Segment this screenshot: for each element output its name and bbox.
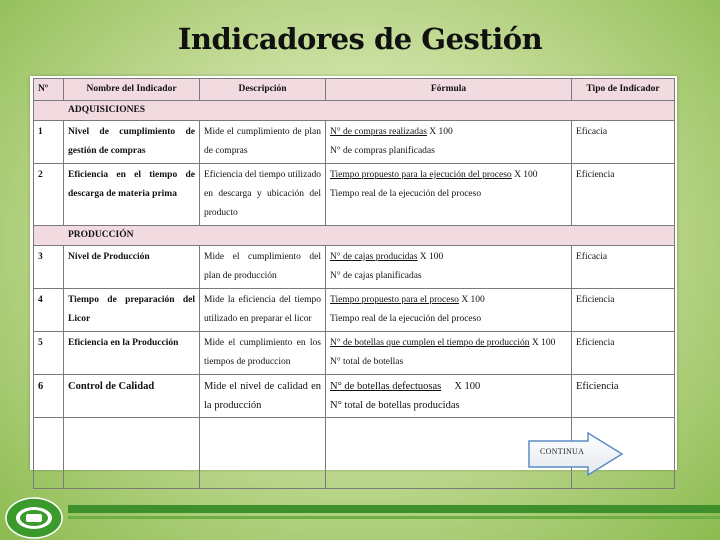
indicator-name: Tiempo de preparación del Licor (64, 289, 200, 332)
formula-denominator: N° total de botellas producidas (330, 400, 460, 411)
formula-numerator: Tiempo propuesto para el proceso (330, 295, 459, 305)
formula-numerator: Tiempo propuesto para la ejecución del proceso (330, 170, 512, 180)
formula-numerator: N° de botellas defectuosas (330, 381, 442, 392)
indicator-formula (326, 164, 572, 226)
indicators-table-card (30, 76, 677, 470)
section-row-produccion (34, 226, 675, 246)
indicator-formula (326, 289, 572, 332)
row-number: 1 (34, 121, 64, 164)
formula-factor: X 100 (461, 295, 485, 305)
formula-factor: X 100 (514, 170, 538, 180)
header-indicator-name: Nombre del Indicador (64, 79, 200, 101)
row-number: 3 (34, 246, 64, 289)
table-row (34, 289, 675, 332)
header-number: Nº (34, 79, 64, 101)
footer-bar-thin (68, 516, 720, 519)
indicator-type: Eficiencia (572, 332, 675, 375)
formula-denominator: Tiempo real de la ejecución del proceso (330, 314, 482, 324)
formula-factor: X 100 (419, 252, 444, 262)
indicator-description: Mide el cumplimiento de plan de compras (200, 121, 326, 164)
slide-title: Indicadores de Gestión (177, 22, 543, 56)
indicator-description: Mide el cumplimiento en los tiempos de produccion (200, 332, 326, 375)
indicators-table (33, 78, 675, 489)
formula-denominator: N° de cajas planificadas (330, 271, 422, 281)
row-number: 2 (34, 164, 64, 226)
header-description: Descripción (200, 79, 326, 101)
indicator-name: Nivel de Producción (64, 246, 200, 289)
indicator-description: Mide el cumplimiento del plan de producción (200, 246, 326, 289)
indicator-formula (326, 121, 572, 164)
row-number: 5 (34, 332, 64, 375)
formula-numerator: N° de compras realizadas (330, 127, 427, 137)
header-indicator-type: Tipo de Indicador (572, 79, 675, 101)
table-row (34, 332, 675, 375)
table-row (34, 246, 675, 289)
indicator-type: Eficiencia (572, 375, 675, 418)
formula-factor: X 100 (531, 338, 556, 348)
continue-label: CONTINUA (540, 447, 585, 456)
indicator-name: Eficiencia en la Producción (64, 332, 200, 375)
empty-cell (64, 418, 200, 489)
formula-factor: X 100 (429, 127, 453, 137)
indicator-type: Eficacia (572, 121, 675, 164)
formula-denominator: Tiempo real de la ejecución del proceso (330, 189, 482, 199)
header-formula: Fórmula (326, 79, 572, 101)
empty-cell (34, 418, 64, 489)
row-number: 6 (34, 375, 64, 418)
formula-numerator: N° de cajas producidas (330, 252, 418, 262)
institution-logo (4, 496, 64, 540)
indicator-formula (326, 246, 572, 289)
section-label: ADQUISICIONES (34, 101, 675, 121)
indicator-name: Control de Calidad (64, 375, 200, 418)
indicator-description: Mide el nivel de calidad en la producción (200, 375, 326, 418)
indicator-type: Eficiencia (572, 289, 675, 332)
formula-denominator: N° de compras planificadas (330, 146, 435, 156)
formula-denominator: N° total de botellas (330, 357, 404, 367)
table-row (34, 121, 675, 164)
indicator-type: Eficiencia (572, 164, 675, 226)
indicator-name: Nivel de cumplimiento de gestión de compras (64, 121, 200, 164)
row-number: 4 (34, 289, 64, 332)
formula-factor: X 100 (454, 381, 481, 392)
section-label: PRODUCCIÓN (34, 226, 675, 246)
footer-bar (68, 505, 720, 513)
indicator-type: Eficacia (572, 246, 675, 289)
indicator-description: Mide la eficiencia del tiempo utilizado en preparar el licor (200, 289, 326, 332)
formula-numerator: N° de botellas que cumplen el tiempo de producción (330, 338, 530, 348)
table-header-row (34, 79, 675, 101)
indicator-formula (326, 375, 572, 418)
section-row-adquisiciones (34, 101, 675, 121)
table-row (34, 375, 675, 418)
indicator-formula (326, 332, 572, 375)
table-row (34, 164, 675, 226)
indicator-description: Eficiencia del tiempo utilizado en descarga y ubicación del producto (200, 164, 326, 226)
indicator-name: Eficiencia en el tiempo de descarga de materia prima (64, 164, 200, 226)
empty-cell (200, 418, 326, 489)
